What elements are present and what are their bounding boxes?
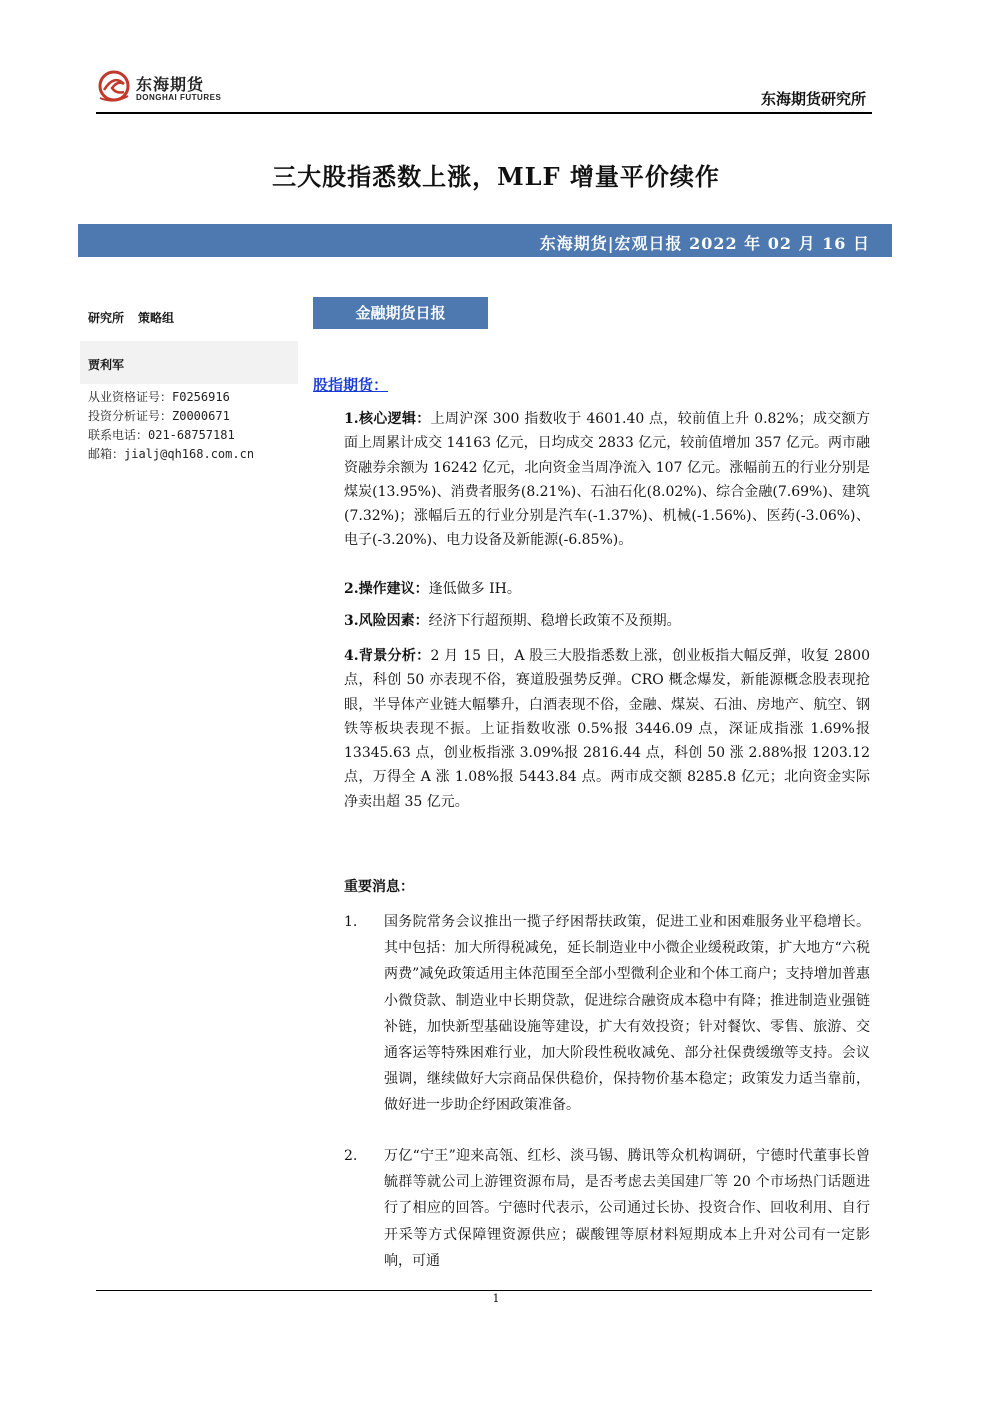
email-address[interactable]: 邮箱：jialj@qh168.com.cn [88,447,255,461]
para-label: 2.操作建议： [344,581,429,597]
header-organization: 东海期货研究所 [760,90,866,108]
risk-factors-paragraph [344,609,870,633]
news-heading: 重要消息： [344,879,414,895]
page-title: 三大股指悉数上涨，MLF 增量平价续作 [272,162,720,191]
news-text: 国务院常务会议推出一揽子纾困帮扶政策，促进工业和困难服务业平稳增长。其中包括：加大所得税减免，延长制造业中小微企业缓税政策，扩大地方“六税两费”减免政策适用主体范围至全部小型微利企业和个体工商户；支持增加普惠小微贷款、制造业中长期贷款，促进综合融资成本稳中有降；推进制造业强链补链，加快新型基础设施等建设，扩大有效投资；针对餐饮、零售、旅游、交通客运等特殊困难行业，加大阶段性税收减免、部分社保费缓缴等支持。会议强调，继续做好大宗商品保供稳价，保持物价基本稳定；政策发力适当靠前，做好进一步助企纾困政策准备。 [384,914,870,1114]
author-name: 贾利军 [88,358,125,372]
para-label: 4.背景分析： [344,648,431,664]
para-text: 2 月 15 日，A 股三大股指悉数上涨，创业板指大幅反弹，收复 2800 点，科创 50 亦表现不俗，赛道股强势反弹。CRO 概念爆发，新能源概念股表现抢眼，半导体产业链大幅攀升，白酒表现不俗，金融、煤炭、石油、房地产、航空、钢铁等板块表现不振。上证指数收涨 0.5%报 3446.09 点，深证成指涨 1.69%报 13345.63 点，创业板指涨 3.09%报 2816.44 点，科创 50 涨 2.88%报 1203.12 点，万得全 A 涨 1.08%报 5443.84 点。两市成交额 8285.8 亿元；北向资金实际净卖出超 35 亿元。 [344,648,870,810]
stock-index-heading[interactable]: 股指期货： [313,376,389,394]
para-text: 经济下行超预期、稳增长政策不及预期。 [428,613,681,629]
background-analysis-paragraph [344,644,870,814]
news-item [344,909,870,1119]
para-label: 3.风险因素： [344,613,429,629]
news-item [344,1143,870,1274]
footer-divider [96,1290,872,1291]
news-number: 2. [344,1148,358,1164]
core-logic-paragraph [344,407,870,553]
logo-text-en: DONGHAI FUTURES [136,93,222,102]
report-banner [78,224,892,257]
para-label: 1.核心逻辑： [344,411,431,427]
para-text: 上周沪深 300 指数收于 4601.40 点，较前值上升 0.82%；成交额方面上周累计成交 14163 亿元，日均成交 2833 亿元，较前值增加 357 亿元。两市融资融券余额为 16242 亿元，北向资金当周净流入 107 亿元。涨幅前五的行业分别是煤炭(13.95%)、消费者服务(8.21%)、石油石化(8.02%)、综合金融(7.69%)、建筑(7.32%)；涨幅后五的行业分别是汽车(-1.37%)、机械(-1.56%)、医药(-3.06%)、电子(-3.20%)、电力设备及新能源(-6.85%)。 [344,411,870,549]
dept-label: 研究所 [88,311,125,325]
analyst-number: 投资分析证号：Z0000671 [88,409,230,423]
donghai-logo-icon [96,66,132,106]
page-number: 1 [492,1292,500,1305]
group-label: 策略组 [138,311,175,325]
qualification-number: 从业资格证号：F0256916 [88,390,230,404]
banner-text: 东海期货|宏观日报 2022 年 02 月 16 日 [539,234,870,253]
research-group [88,309,174,326]
para-text: 逢低做多 IH。 [428,581,521,597]
author-contacts [88,388,254,464]
operation-advice-paragraph [344,577,870,601]
logo-text-cn: 东海期货 [136,75,205,94]
phone-number: 联系电话：021-68757181 [88,428,235,442]
section-tab: 金融期货日报 [313,297,488,329]
news-number: 1. [344,914,358,930]
header-divider [96,112,872,114]
company-logo [96,66,226,110]
news-text: 万亿“宁王”迎来高瓴、红杉、淡马锡、腾讯等众机构调研，宁德时代董事长曾毓群等就公司上游锂资源布局，是否考虑去美国建厂等 20 个市场热门话题进行了相应的回答。宁德时代表示，公司通过长协、投资合作、回收利用、自行开采等方式保障锂资源供应；碳酸锂等原材料短期成本上升对公司有一定影响，可通 [384,1148,870,1269]
